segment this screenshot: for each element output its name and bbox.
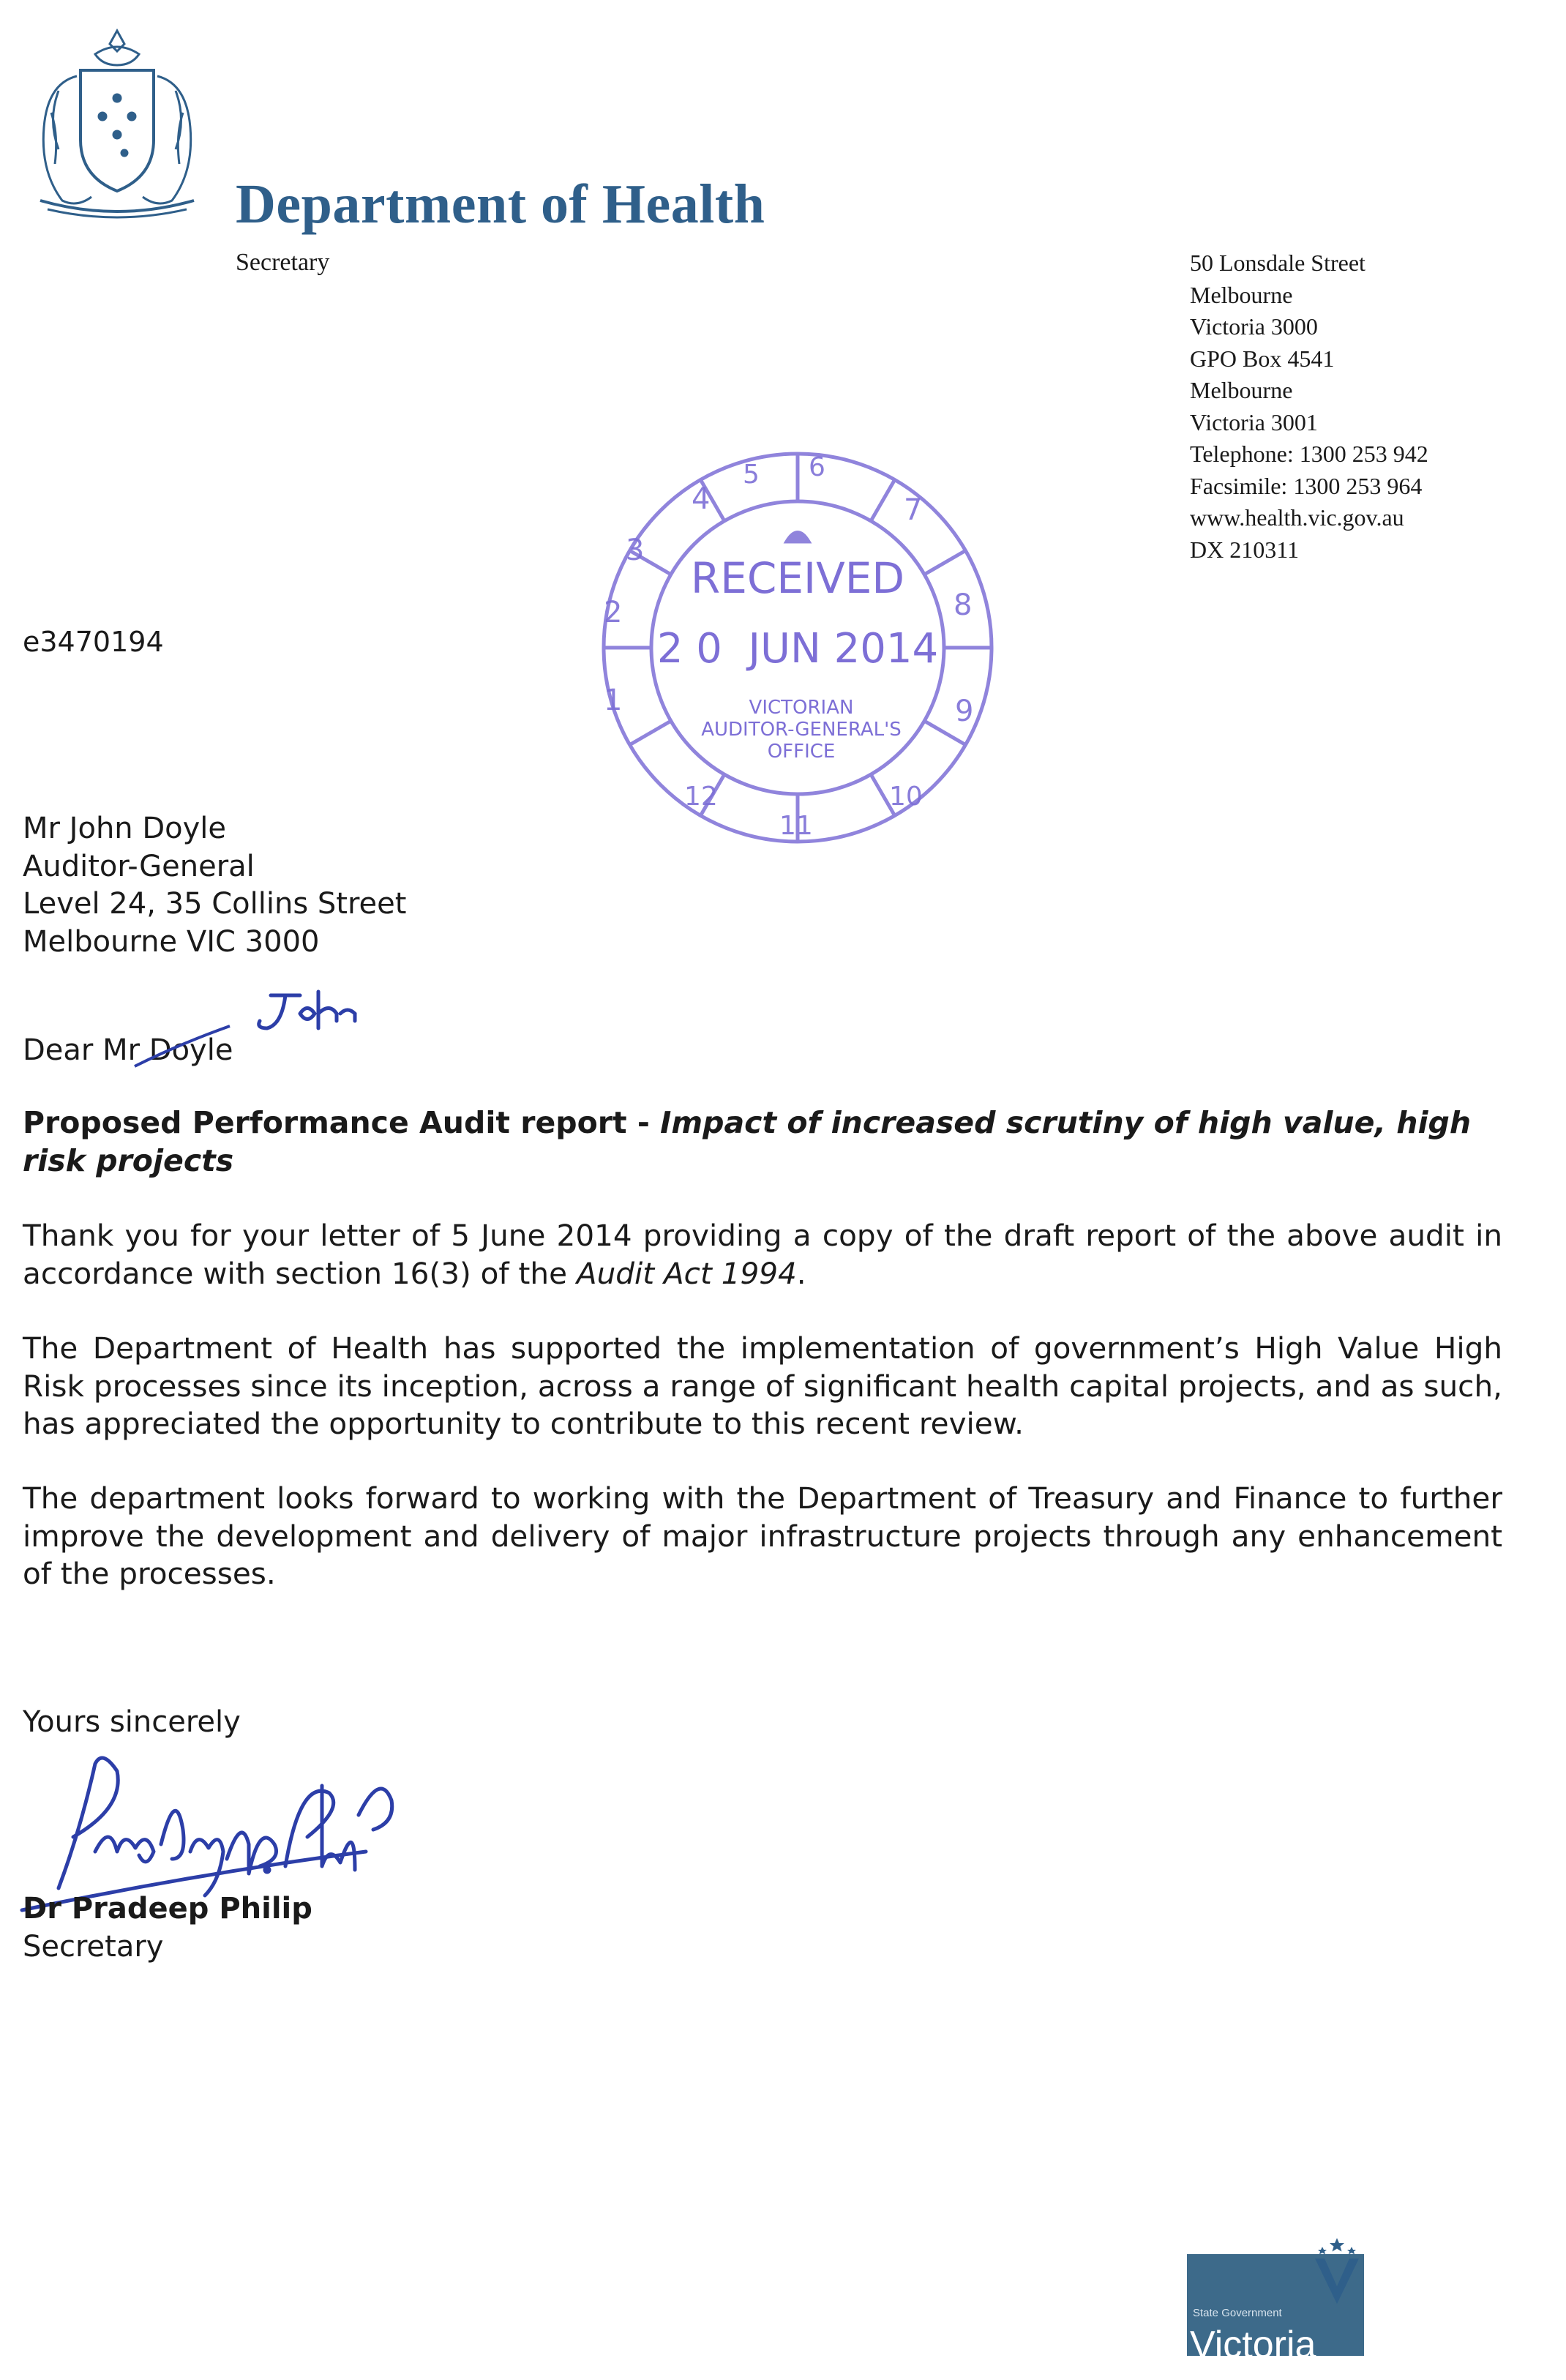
subject-title: Impact of increased scrutiny of high value, high risk projects <box>23 1105 1472 1178</box>
recipient-address <box>23 810 406 961</box>
handwritten-first-name <box>256 981 366 1039</box>
salutation-name: Doyle <box>149 1033 233 1067</box>
handwritten-signature <box>15 1742 424 1917</box>
address-line: DX 210311 <box>1190 536 1300 563</box>
svg-text:7: 7 <box>904 493 923 527</box>
coat-of-arms-crest <box>29 25 205 221</box>
svg-text:2: 2 <box>604 596 623 629</box>
address-line: Victoria 3000 <box>1190 313 1318 340</box>
body-paragraph <box>23 1217 1502 1292</box>
logo-v-icon <box>1311 2237 1363 2307</box>
stamp-office-line: OFFICE <box>767 741 836 763</box>
act-name: Audit Act 1994 <box>576 1255 797 1291</box>
handwritten-strike-mark <box>127 1019 237 1077</box>
svg-text:4: 4 <box>692 482 711 516</box>
recipient-line: Auditor-General <box>23 849 255 883</box>
body-text: . <box>796 1255 806 1291</box>
received-stamp <box>582 439 1014 849</box>
svg-text:11: 11 <box>779 811 813 841</box>
stamp-date: 2 0 JUN 2014 <box>656 625 939 673</box>
svg-text:3: 3 <box>626 534 645 567</box>
svg-text:12: 12 <box>684 782 718 812</box>
svg-text:6: 6 <box>809 452 825 482</box>
address-line: Telephone: 1300 253 942 <box>1190 441 1428 467</box>
body-paragraph: The Department of Health has supported the implementation of government’s High Value High Risk processes since its inception, across a range of significant health capital projects, and as such, has appreciated the opportunity to contribute to this recent review. <box>23 1331 1502 1441</box>
address-line: Victoria 3001 <box>1190 408 1318 435</box>
letter-subject <box>23 1104 1501 1180</box>
recipient-line: Melbourne VIC 3000 <box>23 924 320 959</box>
stamp-office-line: AUDITOR-GENERAL'S <box>701 719 902 741</box>
recipient-line: Level 24, 35 Collins Street <box>23 887 407 921</box>
svg-text:5: 5 <box>743 460 760 490</box>
svg-text:1: 1 <box>604 684 623 717</box>
closing: Yours sincerely <box>23 1705 241 1739</box>
address-line: 50 Lonsdale Street <box>1190 250 1365 276</box>
state-government-victoria-logo <box>1187 2237 1364 2366</box>
svg-text:10: 10 <box>889 782 923 812</box>
address-line: GPO Box 4541 <box>1190 345 1335 372</box>
address-line: www.health.vic.gov.au <box>1190 504 1404 531</box>
stamp-received-label: RECEIVED <box>690 553 905 603</box>
svg-text:8: 8 <box>954 588 973 622</box>
body-text: Thank you for your letter of 5 June 2014 providing a copy of the draft report of the above audit in accordance with section 16(3) of the <box>23 1218 1502 1291</box>
reference-number: e3470194 <box>23 626 164 658</box>
recipient-line: Mr John Doyle <box>23 812 227 845</box>
address-line: Melbourne <box>1190 377 1293 403</box>
signer-name: Dr Pradeep Philip <box>23 1892 312 1926</box>
signer-title: Secretary <box>23 1930 164 1964</box>
body-paragraph: The department looks forward to working with the Department of Treasury and Finance to further improve the development and delivery of major infrastructure projects through any enhancement of the processes. <box>23 1481 1502 1591</box>
stamp-office-line: VICTORIAN <box>749 697 854 719</box>
department-name: Department of Health <box>236 173 765 235</box>
logo-word: Victoria <box>1190 2324 1316 2366</box>
salutation <box>23 1033 233 1067</box>
logo-small-text: State Government <box>1193 2307 1282 2319</box>
salutation-prefix: Dear Mr <box>23 1033 149 1067</box>
department-office: Secretary <box>236 249 330 276</box>
address-line: Melbourne <box>1190 281 1293 308</box>
svg-text:9: 9 <box>955 695 974 728</box>
subject-prefix: Proposed Performance Audit report - <box>23 1105 661 1140</box>
address-block <box>1190 247 1428 566</box>
address-line: Facsimile: 1300 253 964 <box>1190 472 1423 499</box>
